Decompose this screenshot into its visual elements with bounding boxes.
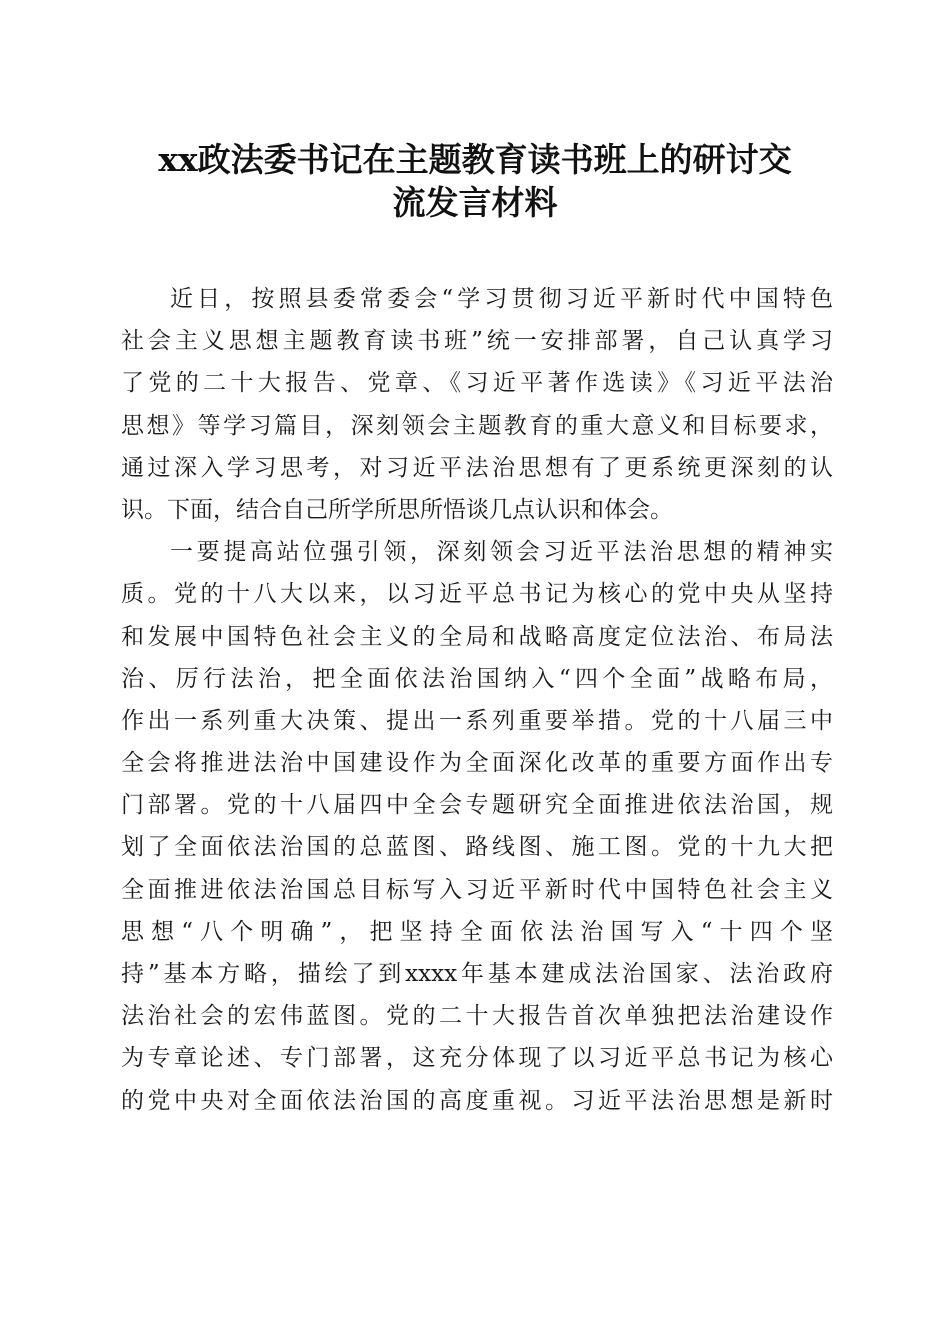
paragraph-2-line: 的党中央对全面依法治国的高度重视。习近平法治思想是新时: [121, 1087, 833, 1114]
document-title: [100, 138, 850, 224]
paragraph-2-line: 全面推进依法治国总目标写入习近平新时代中国特色社会主义: [121, 876, 833, 903]
paragraph-2-line: 门部署。党的十八届四中全会专题研究全面推进依法治国，规: [121, 792, 833, 819]
paragraph-2-line: 质。党的十八大以来，以习近平总书记为核心的党中央从坚持: [121, 581, 833, 608]
paragraph-2-line: 划了全面依法治国的总蓝图、路线图、施工图。党的十九大把: [121, 834, 833, 861]
paragraph-1-line: 识。下面，结合自己所学所思所悟谈几点认识和体会。: [121, 496, 673, 523]
paragraph-2-line: 为专章论述、专门部署，这充分体现了以习近平总书记为核心: [121, 1045, 833, 1072]
paragraph-1-line: 了党的二十大报告、党章、《习近平著作选读》《习近平法治: [121, 370, 833, 397]
paragraph-2-line: 一要提高站位强引领，深刻领会习近平法治思想的精神实: [170, 539, 833, 566]
paragraph-2-line: 作出一系列重大决策、提出一系列重要举措。党的十八届三中: [121, 707, 833, 734]
paragraph-2-line: 全会将推进法治中国建设作为全面深化改革的重要方面作出专: [121, 750, 833, 777]
paragraph-2-line: 思想“八个明确”，把坚持全面依法治国写入“十四个坚: [121, 918, 833, 945]
paragraph-2-line: 和发展中国特色社会主义的全局和战略高度定位法治、布局法: [121, 623, 833, 650]
paragraph-1-line: 通过深入学习思考，对习近平法治思想有了更系统更深刻的认: [121, 454, 833, 481]
title-line: xx政法委书记在主题教育读书班上的研讨交: [158, 140, 792, 179]
paragraph-2-line: 持”基本方略，描绘了到xxxx年基本建成法治国家、法治政府: [121, 961, 833, 987]
paragraph-2-line: 法治社会的宏伟蓝图。党的二十大报告首次单独把法治建设作: [121, 1003, 833, 1030]
paragraph-1-line: 思想》等学习篇目，深刻领会主题教育的重大意义和目标要求，: [121, 412, 833, 439]
paragraph-1-line: 近日，按照县委常委会“学习贯彻习近平新时代中国特色: [170, 286, 833, 312]
paragraph-2-line: 治、厉行法治，把全面依法治国纳入“四个全面”战略布局，: [121, 665, 833, 692]
title-line: 流发言材料: [392, 183, 558, 222]
paragraph-1-line: 社会主义思想主题教育读书班”统一安排部署，自己认真学习: [121, 328, 833, 355]
document-body: [121, 278, 833, 1122]
